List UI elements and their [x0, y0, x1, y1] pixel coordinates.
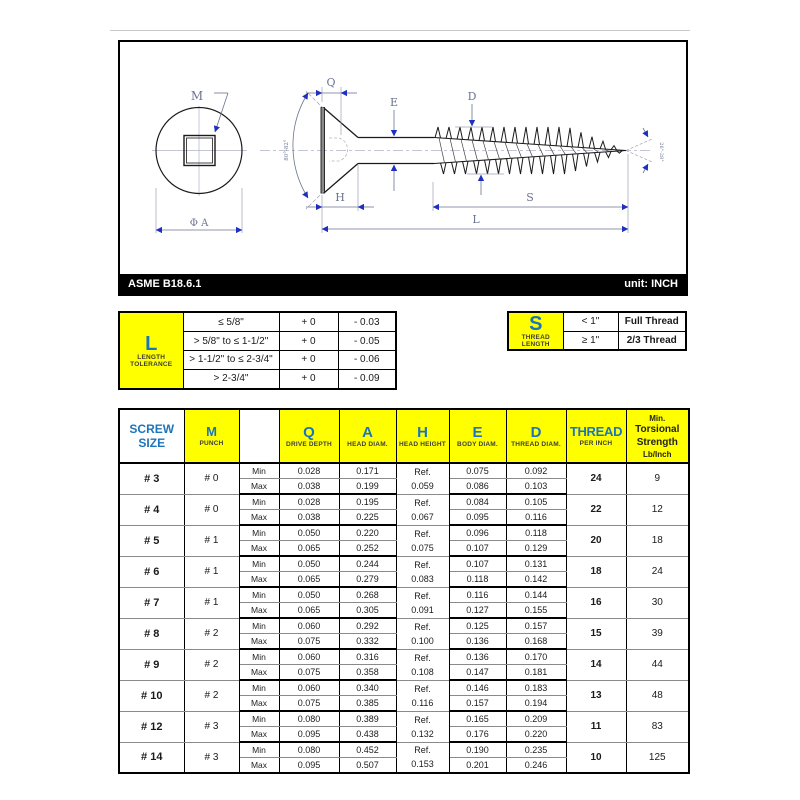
table-cell: 0.116	[449, 587, 506, 603]
d-label: D	[467, 90, 477, 103]
unit-label: unit: INCH	[624, 278, 678, 290]
s-symbol: S	[529, 313, 543, 335]
table-cell: 14	[566, 649, 626, 680]
table-cell: 0.118	[449, 572, 506, 588]
table-cell: 0.075	[279, 634, 339, 650]
table-cell: # 3	[184, 742, 239, 773]
table-cell: 0.171	[339, 463, 396, 479]
table-cell: 0.157	[449, 696, 506, 712]
spec-row-min	[119, 680, 689, 696]
table-cell: 39	[626, 618, 689, 649]
col-header-minmax	[239, 409, 279, 463]
table-cell: 16	[566, 587, 626, 618]
h-label: H	[335, 191, 345, 204]
e-dimension	[390, 96, 398, 191]
m-label: M	[190, 89, 204, 103]
m-label-leader	[191, 89, 228, 132]
table-cell: 0.075	[279, 665, 339, 681]
table-cell: 0.075	[449, 463, 506, 479]
table-cell: # 1	[184, 587, 239, 618]
table-cell: Min	[239, 587, 279, 603]
length-tolerance-table	[118, 311, 397, 390]
table-cell: Min	[239, 711, 279, 727]
table-cell: 0.118	[506, 525, 566, 541]
spec-row-min	[119, 556, 689, 572]
table-cell: 0.332	[339, 634, 396, 650]
table-cell: 0.358	[339, 665, 396, 681]
table-cell: 0.144	[506, 587, 566, 603]
col-header-head-height: H HEAD HEIGHT	[396, 409, 449, 463]
col-header-thread-per-inch: THREAD PER INCH	[566, 409, 626, 463]
table-cell: 0.235	[506, 742, 566, 758]
spec-row-min	[119, 742, 689, 758]
table-cell: 0.038	[279, 510, 339, 526]
table-cell: # 0	[184, 494, 239, 525]
table-cell: 0.080	[279, 742, 339, 758]
table-cell: 0.096	[449, 525, 506, 541]
s-label: S	[526, 191, 534, 204]
table-cell: 0.136	[449, 649, 506, 665]
table-cell: 0.209	[506, 711, 566, 727]
table-cell: # 4	[119, 494, 184, 525]
table-cell: Ref. 0.091	[396, 587, 449, 618]
table-cell: 0.146	[449, 680, 506, 696]
table-cell: 0.244	[339, 556, 396, 572]
spec-row-min	[119, 618, 689, 634]
table-cell: 0.385	[339, 696, 396, 712]
table-cell: 0.147	[449, 665, 506, 681]
col-header-punch: M PUNCH	[184, 409, 239, 463]
spec-header-row	[119, 409, 689, 463]
table-cell: 48	[626, 680, 689, 711]
table-cell: 0.252	[339, 541, 396, 557]
table-cell: 2/3 Thread	[618, 331, 686, 350]
table-cell: + 0	[279, 332, 338, 351]
table-cell: 0.092	[506, 463, 566, 479]
table-cell: Max	[239, 541, 279, 557]
table-cell: 10	[566, 742, 626, 773]
table-cell: 0.038	[279, 479, 339, 495]
h-dimension	[306, 165, 374, 233]
table-cell: 0.107	[449, 541, 506, 557]
table-cell: 0.183	[506, 680, 566, 696]
table-cell: Min	[239, 680, 279, 696]
spec-row-min	[119, 525, 689, 541]
col-header-body-diam: E BODY DIAM.	[449, 409, 506, 463]
table-cell: 0.246	[506, 758, 566, 774]
table-cell: 0.095	[279, 727, 339, 743]
table-cell: # 12	[119, 711, 184, 742]
table-cell: 0.084	[449, 494, 506, 510]
table-cell: # 10	[119, 680, 184, 711]
table-cell: + 0	[279, 369, 338, 389]
table-cell: 0.075	[279, 696, 339, 712]
table-cell: Max	[239, 727, 279, 743]
phi-a-label: Φ A	[189, 218, 209, 229]
table-cell: # 6	[119, 556, 184, 587]
table-cell: Min	[239, 556, 279, 572]
table-cell: 0.220	[339, 525, 396, 541]
table-cell: Ref. 0.067	[396, 494, 449, 525]
table-cell: 0.199	[339, 479, 396, 495]
table-cell: # 5	[119, 525, 184, 556]
standard-number: ASME B18.6.1	[128, 278, 202, 290]
table-cell: 0.028	[279, 494, 339, 510]
table-cell: 0.103	[506, 479, 566, 495]
table-cell: Max	[239, 696, 279, 712]
table-cell: 0.050	[279, 525, 339, 541]
table-cell: 0.507	[339, 758, 396, 774]
table-cell: Min	[239, 618, 279, 634]
table-cell: 0.181	[506, 665, 566, 681]
spec-row-min	[119, 494, 689, 510]
l-dimension	[322, 213, 628, 229]
table-cell: 0.452	[339, 742, 396, 758]
table-cell: 18	[626, 525, 689, 556]
table-cell: - 0.06	[338, 350, 396, 369]
table-cell: 0.292	[339, 618, 396, 634]
table-cell: < 1"	[563, 312, 618, 331]
table-cell: 0.195	[339, 494, 396, 510]
table-cell: 0.050	[279, 587, 339, 603]
table-cell: 0.095	[449, 510, 506, 526]
table-cell: > 5/8" to ≤ 1-1/2"	[183, 332, 279, 351]
table-cell: 0.316	[339, 649, 396, 665]
table-cell: Max	[239, 603, 279, 619]
table-cell: - 0.09	[338, 369, 396, 389]
table-cell: 0.065	[279, 572, 339, 588]
table-cell: # 1	[184, 556, 239, 587]
table-cell: 44	[626, 649, 689, 680]
table-cell: 0.165	[449, 711, 506, 727]
table-cell: 0.176	[449, 727, 506, 743]
table-cell: 0.225	[339, 510, 396, 526]
spec-row-min	[119, 463, 689, 479]
table-cell: 0.389	[339, 711, 396, 727]
table-cell: 24	[626, 556, 689, 587]
table-cell: ≤ 5/8"	[183, 312, 279, 332]
table-cell: Max	[239, 479, 279, 495]
spec-row-min	[119, 711, 689, 727]
spec-row-min	[119, 649, 689, 665]
table-cell: 0.201	[449, 758, 506, 774]
table-cell: 11	[566, 711, 626, 742]
table-cell: Ref. 0.116	[396, 680, 449, 711]
table-cell: 30	[626, 587, 689, 618]
table-cell: 0.095	[279, 758, 339, 774]
table-cell: > 1-1/2" to ≤ 2-3/4"	[183, 350, 279, 369]
table-cell: 0.060	[279, 680, 339, 696]
screw-spec-table	[118, 408, 690, 774]
table-cell: Min	[239, 742, 279, 758]
table-cell: 9	[626, 463, 689, 494]
table-cell: Max	[239, 572, 279, 588]
table-cell: 0.060	[279, 649, 339, 665]
d-dimension	[455, 90, 504, 195]
table-cell: Ref. 0.100	[396, 618, 449, 649]
table-cell: 0.131	[506, 556, 566, 572]
table-cell: 0.220	[506, 727, 566, 743]
table-cell: # 14	[119, 742, 184, 773]
table-cell: 18	[566, 556, 626, 587]
table-cell: 0.028	[279, 463, 339, 479]
table-cell: 0.340	[339, 680, 396, 696]
l-label: L	[472, 213, 480, 226]
table-cell: 0.170	[506, 649, 566, 665]
table-cell: 0.279	[339, 572, 396, 588]
table-cell: Min	[239, 463, 279, 479]
table-cell: Ref. 0.132	[396, 711, 449, 742]
spec-row-min	[119, 587, 689, 603]
length-tolerance-header	[119, 312, 183, 389]
screw-diagram	[120, 42, 686, 274]
table-cell: 0.305	[339, 603, 396, 619]
table-cell: Ref. 0.153	[396, 742, 449, 773]
top-divider	[110, 30, 690, 31]
table-cell: 0.127	[449, 603, 506, 619]
table-cell: 0.086	[449, 479, 506, 495]
table-cell: 0.438	[339, 727, 396, 743]
table-cell: Min	[239, 494, 279, 510]
table-cell: 15	[566, 618, 626, 649]
table-cell: Max	[239, 510, 279, 526]
table-cell: Max	[239, 634, 279, 650]
table-cell: 0.268	[339, 587, 396, 603]
head-angle-label: 80°-82°	[284, 139, 290, 161]
table-cell: + 0	[279, 312, 338, 332]
col-header-drive-depth: Q DRIVE DEPTH	[279, 409, 339, 463]
table-cell: 0.105	[506, 494, 566, 510]
table-cell: 0.050	[279, 556, 339, 572]
table-cell: 0.168	[506, 634, 566, 650]
table-cell: Max	[239, 758, 279, 774]
l-symbol: L	[145, 332, 158, 355]
table-cell: Min	[239, 525, 279, 541]
col-header-torsional-strength: Min. Torsional Strength Lb/Inch	[626, 409, 689, 463]
q-dimension	[306, 76, 357, 135]
table-cell: # 0	[184, 463, 239, 494]
table-cell: 125	[626, 742, 689, 773]
table-cell: Min	[239, 649, 279, 665]
table-cell: 13	[566, 680, 626, 711]
s-title: THREAD LENGTH	[521, 334, 550, 348]
table-cell: Ref. 0.108	[396, 649, 449, 680]
col-header-head-diam: A HEAD DIAM.	[339, 409, 396, 463]
table-cell: 0.116	[506, 510, 566, 526]
q-label: Q	[326, 76, 336, 89]
table-cell: # 2	[184, 649, 239, 680]
table-cell: Ref. 0.083	[396, 556, 449, 587]
table-cell: # 2	[184, 680, 239, 711]
table-cell: 0.060	[279, 618, 339, 634]
col-header-thread-diam: D THREAD DIAM.	[506, 409, 566, 463]
table-cell: ≥ 1"	[563, 331, 618, 350]
table-cell: 12	[626, 494, 689, 525]
table-cell: # 8	[119, 618, 184, 649]
table-cell: # 9	[119, 649, 184, 680]
table-cell: Full Thread	[618, 312, 686, 331]
table-cell: # 2	[184, 618, 239, 649]
table-cell: 0.142	[506, 572, 566, 588]
col-header-screw-size: SCREW SIZE	[119, 409, 184, 463]
table-cell: # 3	[184, 711, 239, 742]
table-cell: Ref. 0.059	[396, 463, 449, 494]
table-cell: Ref. 0.075	[396, 525, 449, 556]
table-cell: 0.155	[506, 603, 566, 619]
table-cell: 0.157	[506, 618, 566, 634]
table-cell: - 0.03	[338, 312, 396, 332]
table-cell: 0.129	[506, 541, 566, 557]
table-cell: Max	[239, 665, 279, 681]
table-cell: 0.065	[279, 541, 339, 557]
table-cell: # 3	[119, 463, 184, 494]
table-cell: - 0.05	[338, 332, 396, 351]
hidden-recess-outline	[329, 138, 348, 161]
table-cell: # 1	[184, 525, 239, 556]
table-cell: 0.190	[449, 742, 506, 758]
table-cell: > 2-3/4"	[183, 369, 279, 389]
table-cell: 0.136	[449, 634, 506, 650]
table-cell: 22	[566, 494, 626, 525]
table-cell: 0.194	[506, 696, 566, 712]
table-cell: + 0	[279, 350, 338, 369]
e-label: E	[389, 96, 399, 109]
l-title: LENGTH TOLERANCE	[130, 353, 173, 368]
table-cell: # 7	[119, 587, 184, 618]
table-cell: 24	[566, 463, 626, 494]
table-cell: 83	[626, 711, 689, 742]
table-cell: 0.125	[449, 618, 506, 634]
thread-lines	[435, 127, 617, 150]
table-cell: 20	[566, 525, 626, 556]
point-angle-label: 26°-28°	[658, 142, 664, 162]
standard-title-bar	[120, 274, 686, 294]
table-cell: 0.107	[449, 556, 506, 572]
head-angle-dimension	[284, 91, 324, 209]
thread-length-table	[507, 311, 687, 351]
table-cell: 0.065	[279, 603, 339, 619]
technical-drawing-panel	[118, 40, 688, 296]
thread-length-header	[508, 312, 563, 350]
table-cell: 0.080	[279, 711, 339, 727]
